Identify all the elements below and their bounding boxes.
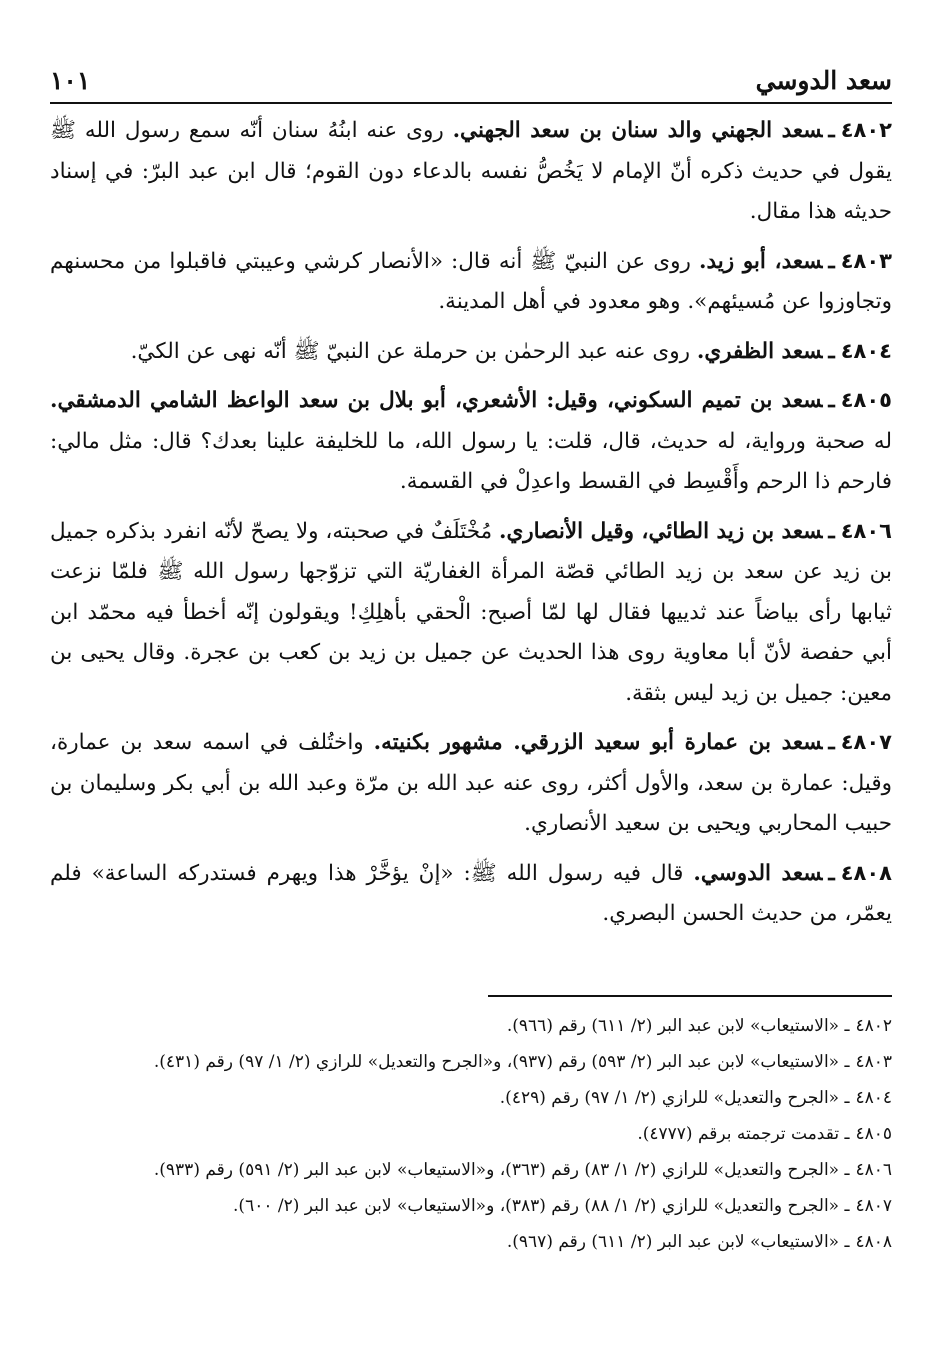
footnote-divider (488, 995, 892, 997)
entry-name: سعد الظفري. (696, 338, 823, 364)
entry-text: قال فيه رسول الله ﷺ: «إنْ يؤخَّرْ هذا ويهرم فستدركه الساعة» فلم يعمّر، من حديث الحسن البصري. (50, 860, 892, 926)
entry-text: له صحبة ورواية، له حديث، قال، قلت: يا رسول الله، ما للخليفة علينا بعدك؟ قال: مثل مالي: فارحم ذا الرحم وأَقْسِط في القسط واعدِلْ في القسمة. (50, 428, 892, 494)
entry-name: سعد الدوسي. (693, 860, 823, 886)
entry-number: ٤٨٠٥ (840, 388, 892, 412)
running-title: سعد الدوسي (755, 65, 892, 95)
running-header (50, 58, 892, 104)
entry-number: ٤٨٠٧ (840, 730, 892, 754)
footnote: ٤٨٠٦ـ «الجرح والتعديل» للرازي (٢/ ١/ ٨٣) رقم (٣٦٣)، و«الاستيعاب» لابن عبد البر (٢/ ٥٩١) رقم (٩٣٣). (153, 1160, 892, 1180)
footnote-text: «الاستيعاب» لابن عبد البر (٢/ ٥٩٣) رقم (٩٣٧)، و«الجرح والتعديل» للرازي (٢/ ١/ ٩٧) رقم (٤٣١). (153, 1052, 840, 1072)
entry-name: سعد، أبو زيد. (698, 248, 823, 274)
entry-4802: ٤٨٠٢ـسعد الجهني والد سنان بن سعد الجهني. روى عنه ابنُهُ سنان أنّه سمع رسول الله ﷺ يقول في حديث ذكره أنّ الإمام لا يَخُصُّ نفسه بالدعاء دون القوم؛ قال ابن عبد البرّ: في إسناد حديثه هذا مقال. (50, 118, 892, 224)
footnote-text: «الاستيعاب» لابن عبد البر (٢/ ٦١١) رقم (٩٦٧). (506, 1232, 840, 1252)
entry-name: سعد بن زيد الطائي، وقيل الأنصاري. (498, 518, 823, 544)
entry-text: روى عنه عبد الرحمٰن بن حرملة عن النبيّ ﷺ أنّه نهى عن الكيّ. (130, 338, 697, 364)
entry-number: ٤٨٠٣ (840, 248, 893, 273)
main-text (50, 110, 892, 943)
entry-4808: ٤٨٠٨ـسعد الدوسي. قال فيه رسول الله ﷺ: «إنْ يؤخَّرْ هذا ويهرم فستدركه الساعة» فلم يعمّر، من حديث الحسن البصري. (50, 860, 892, 926)
footnotes (50, 1010, 892, 1262)
footnote-text: «الجرح والتعديل» للرازي (٢/ ١/ ٨٣) رقم (٣٦٣)، و«الاستيعاب» لابن عبد البر (٢/ ٥٩١) رقم (٩٣٣). (153, 1160, 840, 1180)
entry-text: مُخْتَلَفٌ في صحبته، ولا يصحّ لأنّه انفرد بذكره جميل بن زيد عن سعد بن زيد الطائي قصّة المرأة الغفاريّة التي تزوّجها رسول الله ﷺ فلمّا نزعت ثيابها رأى بياضاً عند ثدييها فقال لها لمّا أصبح: الْحقي بأهلِكِ! ويقولون إنّه أخطأ فيه محمّد ابن أبي حفصة لأنّ أبا معاوية روى هذا الحديث عن جميل بن زيد بن كعب بن عجرة. وقال يحيى بن معين: جميل بن زيد ليس بثقة. (50, 518, 892, 706)
entry-4807: ٤٨٠٧ـسعد بن عمارة أبو سعيد الزرقي. مشهور بكنيته. واختُلف في اسمه سعد بن عمارة، وقيل: عمارة بن سعد، والأول أكثر، روى عنه عبد الله بن مرّة وعبد الله بن أبي بكر وسليمان بن حبيب المحاربي ويحيى بن سعيد الأنصاري. (50, 730, 892, 836)
page-number: ١٠١ (50, 65, 91, 95)
entry-number: ٤٨٠٢ (840, 118, 892, 142)
footnote: ٤٨٠٣ـ «الاستيعاب» لابن عبد البر (٢/ ٥٩٣) رقم (٩٣٧)، و«الجرح والتعديل» للرازي (٢/ ١/ ٩٧) رقم (٤٣١). (153, 1052, 892, 1072)
footnote-number: ٤٨٠٥ (855, 1124, 892, 1144)
entry-number: ٤٨٠٤ (840, 338, 892, 363)
entry-name: سعد بن تميم السكوني، وقيل: الأشعري، أبو بلال بن سعد الواعظ الشامي الدمشقي. (50, 388, 823, 413)
footnote-text: تقدمت ترجمته برقم (٤٧٧٧). (637, 1124, 840, 1144)
entry-text: واختُلف في اسمه سعد بن عمارة، وقيل: عمارة بن سعد، والأول أكثر، روى عنه عبد الله بن مرّة وعبد الله بن أبي بكر وسليمان بن حبيب المحاربي ويحيى بن سعيد الأنصاري. (50, 730, 892, 836)
entry-name: سعد بن عمارة أبو سعيد الزرقي. مشهور بكنيته. (373, 730, 823, 755)
entry-text: روى عنه ابنُهُ سنان أنّه سمع رسول الله ﷺ يقول في حديث ذكره أنّ الإمام لا يَخُصُّ نفسه بالدعاء دون القوم؛ قال ابن عبد البرّ: في إسناد حديثه هذا مقال. (50, 118, 892, 224)
footnote: ٤٨٠٤ـ «الجرح والتعديل» للرازي (٢/ ١/ ٩٧) رقم (٤٢٩). (499, 1088, 892, 1108)
entry-number: ٤٨٠٦ (840, 518, 892, 543)
entry-name: سعد الجهني والد سنان بن سعد الجهني. (452, 118, 823, 143)
footnote: ٤٨٠٧ـ «الجرح والتعديل» للرازي (٢/ ١/ ٨٨) رقم (٣٨٣)، و«الاستيعاب» لابن عبد البر (٢/ ٦٠٠). (233, 1196, 892, 1216)
footnote: ٤٨٠٥ـ تقدمت ترجمته برقم (٤٧٧٧). (637, 1124, 892, 1144)
entry-4803: ٤٨٠٣ـسعد، أبو زيد. روى عن النبيّ ﷺ أنه قال: «الأنصار كرشي وعيبتي فاقبلوا من محسنهم وتجاوزوا عن مُسيئهم». وهو معدود في أهل المدينة. (50, 248, 893, 314)
footnote: ٤٨٠٢ـ «الاستيعاب» لابن عبد البر (٢/ ٦١١) رقم (٩٦٦). (506, 1016, 892, 1036)
footnote-number: ٤٨٠٣ (855, 1052, 892, 1072)
entry-4805: ٤٨٠٥ـسعد بن تميم السكوني، وقيل: الأشعري، أبو بلال بن سعد الواعظ الشامي الدمشقي. له صحبة ورواية، له حديث، قال، قلت: يا رسول الله، ما للخليفة علينا بعدك؟ قال: مثل مالي: فارحم ذا الرحم وأَقْسِط في القسط واعدِلْ في القسمة. (50, 388, 892, 494)
footnote-number: ٤٨٠٦ (855, 1160, 892, 1180)
entry-4804: ٤٨٠٤ـسعد الظفري. روى عنه عبد الرحمٰن بن حرملة عن النبيّ ﷺ أنّه نهى عن الكيّ. (130, 338, 892, 364)
entry-number: ٤٨٠٨ (840, 860, 892, 885)
footnote-text: «الاستيعاب» لابن عبد البر (٢/ ٦١١) رقم (٩٦٦). (506, 1016, 840, 1036)
footnote: ٤٨٠٨ـ «الاستيعاب» لابن عبد البر (٢/ ٦١١) رقم (٩٦٧). (506, 1232, 892, 1252)
footnote-number: ٤٨٠٧ (855, 1196, 892, 1216)
entry-text: روى عن النبيّ ﷺ أنه قال: «الأنصار كرشي وعيبتي فاقبلوا من محسنهم وتجاوزوا عن مُسيئهم». وهو معدود في أهل المدينة. (50, 248, 892, 314)
footnote-number: ٤٨٠٤ (855, 1088, 892, 1108)
footnote-number: ٤٨٠٢ (855, 1016, 892, 1036)
entry-4806: ٤٨٠٦ـسعد بن زيد الطائي، وقيل الأنصاري. مُخْتَلَفٌ في صحبته، ولا يصحّ لأنّه انفرد بذكره جميل بن زيد عن سعد بن زيد الطائي قصّة المرأة الغفاريّة التي تزوّجها رسول الله ﷺ فلمّا نزعت ثيابها رأى بياضاً عند ثدييها فقال لها لمّا أصبح: الْحقي بأهلِكِ! ويقولون إنّه أخطأ فيه محمّد ابن أبي حفصة لأنّ أبا معاوية روى هذا الحديث عن جميل بن زيد بن كعب بن عجرة. وقال يحيى بن معين: جميل بن زيد ليس بثقة. (50, 518, 892, 706)
footnote-text: «الجرح والتعديل» للرازي (٢/ ١/ ٨٨) رقم (٣٨٣)، و«الاستيعاب» لابن عبد البر (٢/ ٦٠٠). (233, 1196, 840, 1216)
book-page (50, 0, 892, 1368)
footnote-number: ٤٨٠٨ (855, 1232, 892, 1252)
footnote-text: «الجرح والتعديل» للرازي (٢/ ١/ ٩٧) رقم (٤٢٩). (499, 1088, 840, 1108)
